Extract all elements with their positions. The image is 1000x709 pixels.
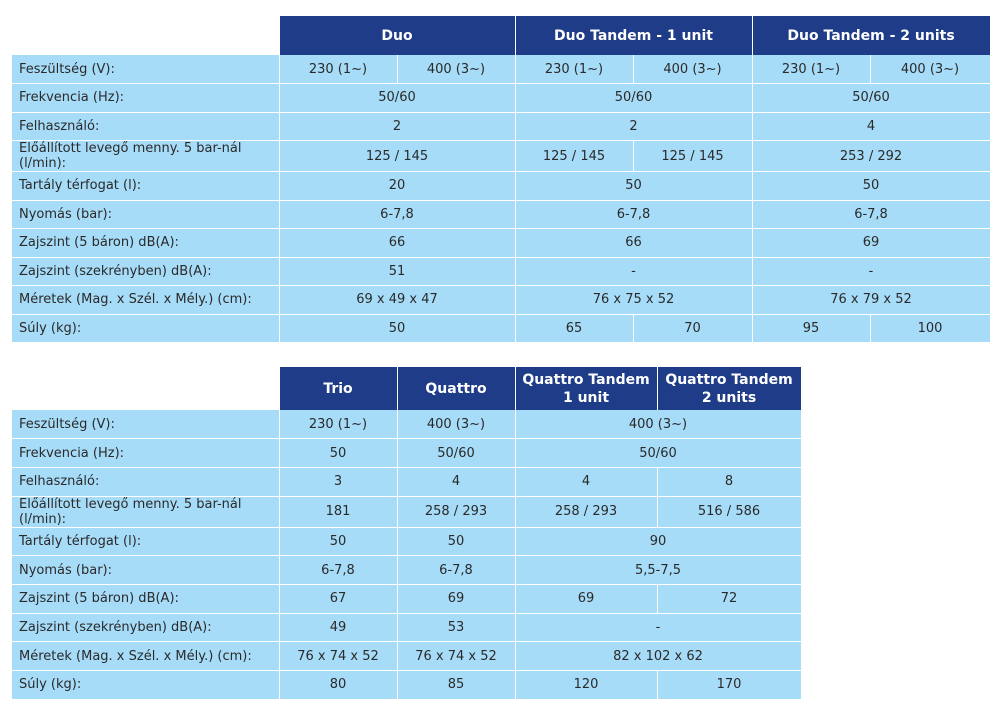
table-cell: 170: [657, 671, 801, 700]
table-row: [12, 556, 801, 585]
col-header-duo: Duo: [279, 16, 515, 55]
table-cell: 6-7,8: [515, 200, 752, 229]
table-cell: 90: [515, 527, 801, 556]
table-cell: 5,5-7,5: [515, 556, 801, 585]
table-cell: 82 x 102 x 62: [515, 642, 801, 671]
header-line: 1 unit: [562, 389, 610, 406]
table-cell: 76 x 74 x 52: [397, 642, 515, 671]
table-cell: 400 (3~): [870, 55, 990, 84]
table-cell: 80: [279, 671, 397, 700]
row-label: Frekvencia (Hz):: [12, 84, 279, 113]
table-cell: 400 (3~): [397, 410, 515, 439]
row-label: Tartály térfogat (l):: [12, 172, 279, 201]
table-cell: 50/60: [515, 439, 801, 468]
row-label: Feszültség (V):: [12, 410, 279, 439]
row-label: Méretek (Mag. x Szél. x Mély.) (cm):: [12, 286, 279, 315]
table-cell: 400 (3~): [633, 55, 752, 84]
col-header-quattro: [397, 367, 515, 410]
header-spacer: [12, 16, 279, 55]
header-spacer: [12, 367, 279, 410]
table-cell: 100: [870, 314, 990, 343]
table-cell: 120: [515, 671, 657, 700]
table-cell: 50: [515, 172, 752, 201]
table-cell: 20: [279, 172, 515, 201]
table-cell: 69 x 49 x 47: [279, 286, 515, 315]
table-row: [12, 527, 801, 556]
row-label: Nyomás (bar):: [12, 556, 279, 585]
spec-table-duo: [12, 16, 991, 343]
table-cell: 50/60: [515, 84, 752, 113]
header-line: Quattro Tandem: [522, 371, 650, 388]
table-cell: 72: [657, 584, 801, 613]
table-cell: 2: [515, 112, 752, 141]
table-cell: 70: [633, 314, 752, 343]
row-label: Nyomás (bar):: [12, 200, 279, 229]
table-cell: 6-7,8: [397, 556, 515, 585]
table-cell: 51: [279, 257, 515, 286]
table-cell: 4: [515, 467, 657, 496]
row-label: Súly (kg):: [12, 314, 279, 343]
table-cell: 8: [657, 467, 801, 496]
table-cell: 6-7,8: [752, 200, 990, 229]
table-row: [12, 200, 990, 229]
table-cell: 400 (3~): [397, 55, 515, 84]
table-cell: 2: [279, 112, 515, 141]
row-label: Frekvencia (Hz):: [12, 439, 279, 468]
table-cell: 4: [397, 467, 515, 496]
table-cell: 67: [279, 584, 397, 613]
row-label: Tartály térfogat (l):: [12, 527, 279, 556]
spec-table-trio-quattro: [12, 367, 802, 700]
col-header-quattro-tandem-1: [515, 367, 657, 410]
table-row: [12, 584, 801, 613]
table-row: [12, 286, 990, 315]
table-cell: -: [752, 257, 990, 286]
table-cell: 50: [279, 527, 397, 556]
row-label: Felhasználó:: [12, 467, 279, 496]
table-cell: 65: [515, 314, 633, 343]
header-line: Quattro Tandem: [665, 371, 793, 388]
table-cell: 6-7,8: [279, 200, 515, 229]
table-cell: 4: [752, 112, 990, 141]
table-cell: 76 x 74 x 52: [279, 642, 397, 671]
table-cell: 230 (1~): [279, 55, 397, 84]
row-label: Zajszint (5 báron) dB(A):: [12, 229, 279, 258]
table-row: [12, 314, 990, 343]
table-header-row: [12, 367, 801, 410]
row-label: Méretek (Mag. x Szél. x Mély.) (cm):: [12, 642, 279, 671]
table-row: [12, 467, 801, 496]
table-cell: 516 / 586: [657, 496, 801, 527]
row-label: Zajszint (5 báron) dB(A):: [12, 584, 279, 613]
row-label: Súly (kg):: [12, 671, 279, 700]
table-cell: 76 x 75 x 52: [515, 286, 752, 315]
table-cell: 258 / 293: [397, 496, 515, 527]
table-cell: 400 (3~): [515, 410, 801, 439]
row-label: Zajszint (szekrényben) dB(A):: [12, 257, 279, 286]
row-label: Felhasználó:: [12, 112, 279, 141]
table-cell: 125 / 145: [279, 141, 515, 172]
table-header-row: [12, 16, 990, 55]
table-cell: 66: [515, 229, 752, 258]
table-row: [12, 229, 990, 258]
table-cell: 53: [397, 613, 515, 642]
table-row: [12, 84, 990, 113]
table-cell: 66: [279, 229, 515, 258]
header-line: 2 units: [701, 389, 757, 406]
col-header-trio: [279, 367, 397, 410]
table-row: [12, 172, 990, 201]
table-cell: 50/60: [752, 84, 990, 113]
table-cell: -: [515, 257, 752, 286]
table-cell: 230 (1~): [752, 55, 870, 84]
row-label: Feszültség (V):: [12, 55, 279, 84]
table-cell: 50: [397, 527, 515, 556]
table-cell: 69: [397, 584, 515, 613]
row-label: Előállított levegő menny. 5 bar-nál (l/min):: [12, 141, 279, 172]
table-cell: -: [515, 613, 801, 642]
table-cell: 125 / 145: [633, 141, 752, 172]
table-row: [12, 671, 801, 700]
table-cell: 181: [279, 496, 397, 527]
table-row: [12, 642, 801, 671]
table-row: [12, 439, 801, 468]
table-cell: 253 / 292: [752, 141, 990, 172]
table-row: [12, 141, 990, 172]
table-cell: 76 x 79 x 52: [752, 286, 990, 315]
table-cell: 69: [752, 229, 990, 258]
table-row: [12, 55, 990, 84]
table-cell: 3: [279, 467, 397, 496]
table-row: [12, 410, 801, 439]
row-label: Zajszint (szekrényben) dB(A):: [12, 613, 279, 642]
table-row: [12, 613, 801, 642]
table-cell: 50: [279, 439, 397, 468]
table-cell: 95: [752, 314, 870, 343]
row-label: Előállított levegő menny. 5 bar-nál (l/min):: [12, 496, 279, 527]
col-header-quattro-tandem-2: [657, 367, 801, 410]
table-cell: 50: [752, 172, 990, 201]
table-row: [12, 112, 990, 141]
table-cell: 69: [515, 584, 657, 613]
table-cell: 230 (1~): [279, 410, 397, 439]
table-cell: 6-7,8: [279, 556, 397, 585]
header-line: Quattro: [425, 380, 487, 397]
table-cell: 230 (1~): [515, 55, 633, 84]
table-cell: 85: [397, 671, 515, 700]
table-cell: 50/60: [279, 84, 515, 113]
table-cell: 125 / 145: [515, 141, 633, 172]
table-row: [12, 496, 801, 527]
table-cell: 50/60: [397, 439, 515, 468]
col-header-duo-tandem-1: Duo Tandem - 1 unit: [515, 16, 752, 55]
table-cell: 50: [279, 314, 515, 343]
col-header-duo-tandem-2: Duo Tandem - 2 units: [752, 16, 990, 55]
table-cell: 49: [279, 613, 397, 642]
table-cell: 258 / 293: [515, 496, 657, 527]
table-row: [12, 257, 990, 286]
header-line: Trio: [323, 380, 353, 397]
